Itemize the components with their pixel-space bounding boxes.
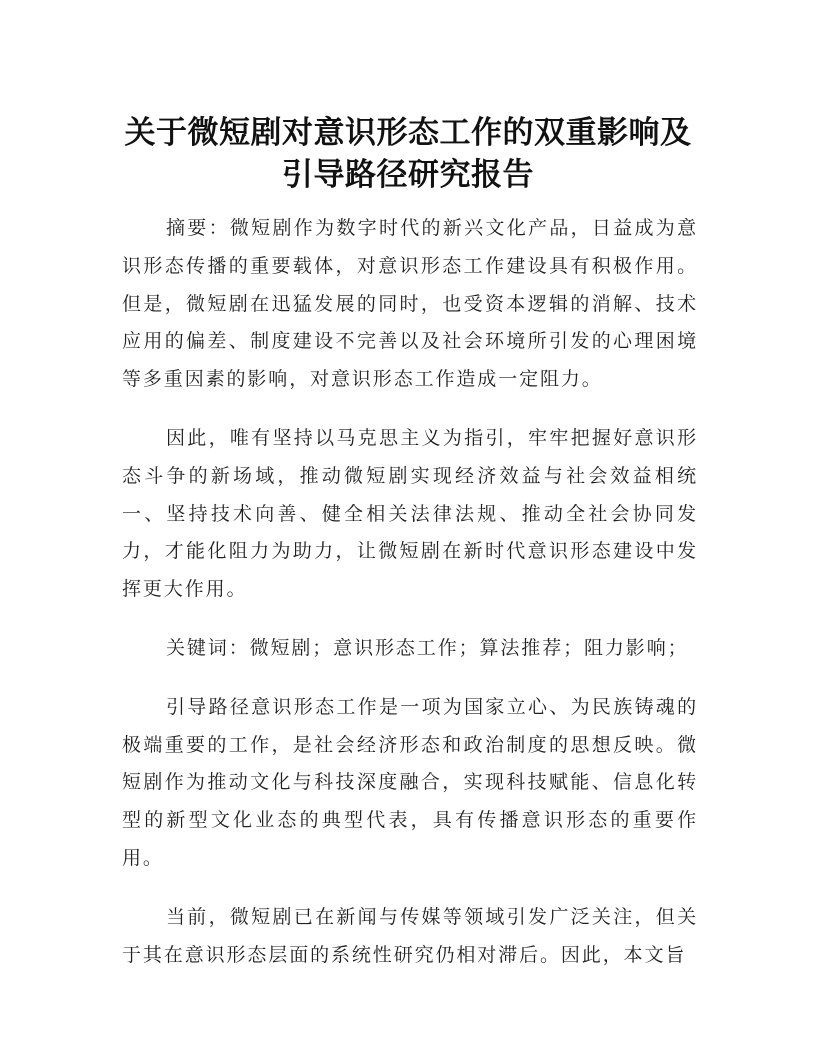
keywords-paragraph: 关键词：微短剧；意识形态工作；算法推荐；阻力影响； [166,636,689,659]
current-status-paragraph: 当前，微短剧已在新闻与传媒等领域引发广泛关注，但关于其在意识形态层面的系统性研究仍相对滞后。因此，本文旨 [122,905,698,966]
document-title: 关于微短剧对意识形态工作的双重影响及引导路径研究报告 [124,115,692,193]
abstract-continuation-paragraph: 因此，唯有坚持以马克思主义为指引，牢牢把握好意识形态斗争的新场域，推动微短剧实现经济效益与社会效益相统一、坚持技术向善、健全相关法律法规、推动全社会协同发力，才能化阻力为助力，让微短剧在新时代意识形态建设中发挥更大作用。 [122,426,698,601]
document-body [122,210,698,995]
abstract-paragraph: 摘要：微短剧作为数字时代的新兴文化产品，日益成为意识形态传播的重要载体，对意识形态工作建设具有积极作用。但是，微短剧在迅猛发展的同时，也受资本逻辑的消解、技术应用的偏差、制度建设不完善以及社会环境所引发的心理困境等多重因素的影响，对意识形态工作造成一定阻力。 [122,217,698,391]
introduction-paragraph: 引导路径意识形态工作是一项为国家立心、为民族铸魂的极端重要的工作，是社会经济形态和政治制度的思想反映。微短剧作为推动文化与科技深度融合，实现科技赋能、信息化转型的新型文化业态的典型代表，具有传播意识形态的重要作用。 [122,695,698,869]
